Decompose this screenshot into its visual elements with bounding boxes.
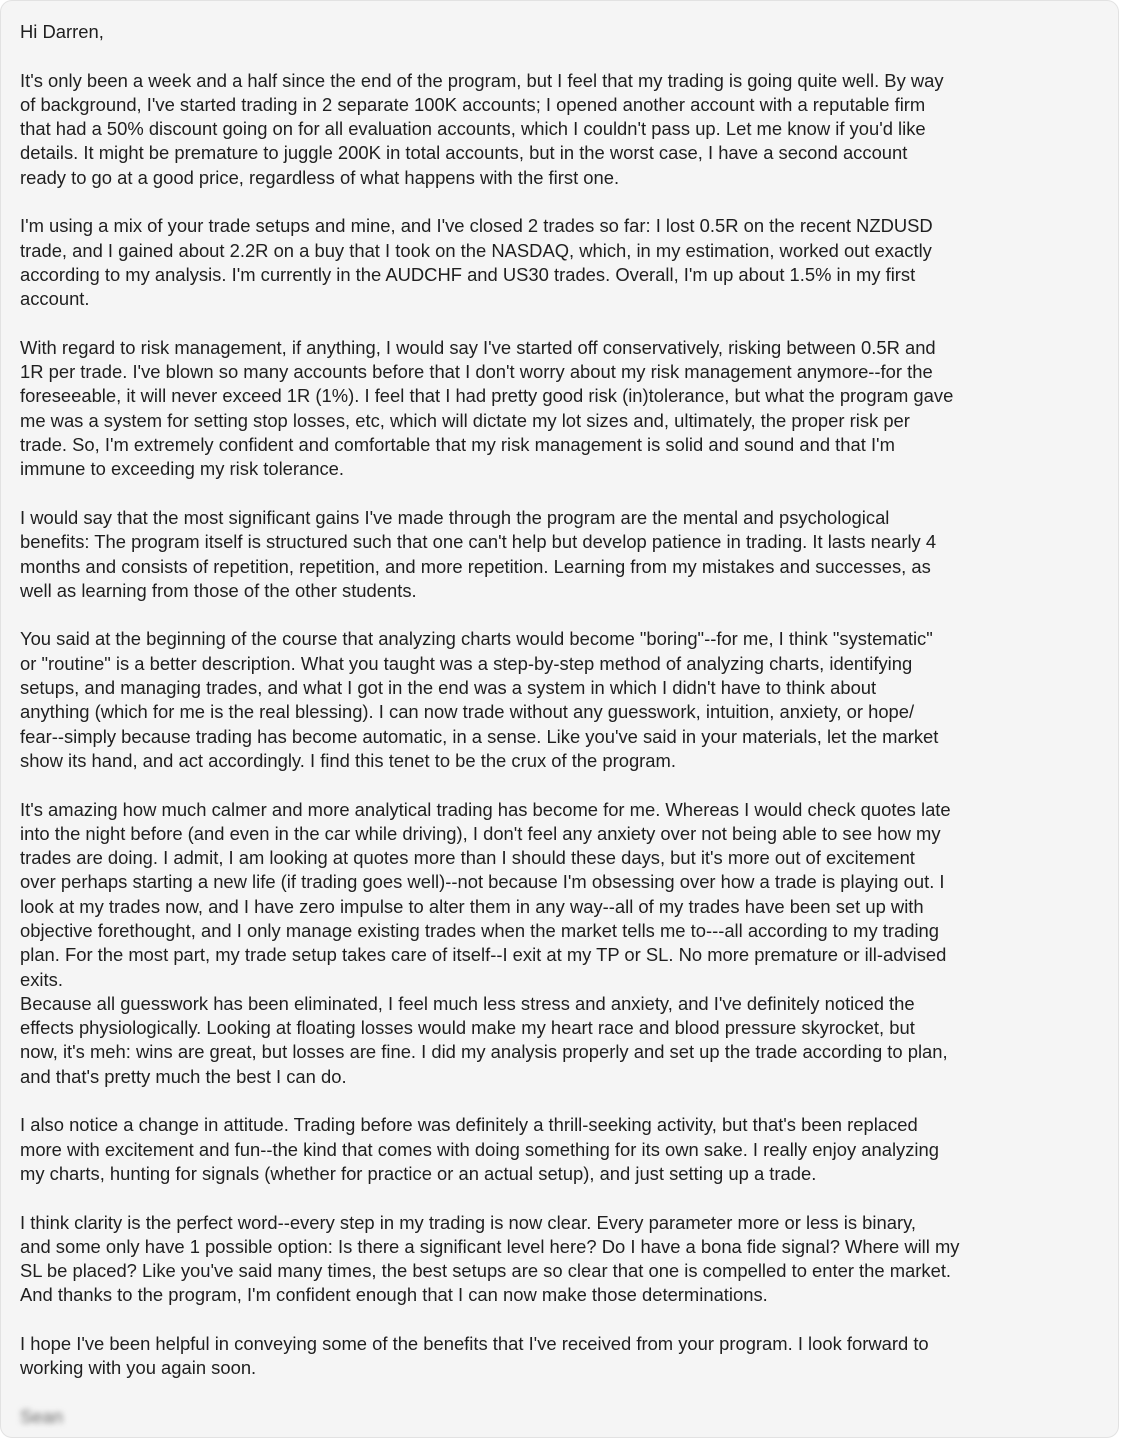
text-line: I think clarity is the perfect word--every step in my trading is now clear. Every parameter more or less is binary, <box>20 1211 917 1233</box>
text-line: I hope I've been helpful in conveying some of the benefits that I've received from your program. I look forward to <box>20 1333 929 1355</box>
text-line: over perhaps starting a new life (if trading goes well)--not because I'm obsessing over how a trade is playing out. I <box>20 871 945 893</box>
text-line: objective forethought, and I only manage existing trades when the market tells me to---all according to my trading <box>20 919 939 941</box>
text-line: me was a system for setting stop losses, etc, which will dictate my lot sizes and, ultimately, the proper risk per <box>20 409 910 431</box>
text-line: immune to exceeding my risk tolerance. <box>20 458 345 480</box>
text-line: I'm using a mix of your trade setups and mine, and I've closed 2 trades so far: I lost 0.5R on the recent NZDUSD <box>20 215 933 237</box>
paragraph <box>20 1113 1108 1186</box>
text-line: benefits: The program itself is structured such that one can't help but develop patience in trading. It lasts nearly 4 <box>20 531 937 553</box>
text-line: trade, and I gained about 2.2R on a buy that I took on the NASDAQ, which, in my estimation, worked out exactly <box>20 239 932 261</box>
text-line: more with excitement and fun--the kind that comes with doing something for its own sake. I really enjoy analyzing <box>20 1138 939 1160</box>
text-line: You said at the beginning of the course that analyzing charts would become "boring"--for me, I think "systematic" <box>20 628 933 650</box>
text-line: SL be placed? Like you've said many times, the best setups are so clear that one is compelled to enter the market. <box>20 1260 952 1282</box>
paragraph <box>20 627 1108 773</box>
paragraph <box>20 69 1108 190</box>
text-line: setups, and managing trades, and what I got in the end was a system in which I didn't have to think about <box>20 677 877 699</box>
text-line: I also notice a change in attitude. Trading before was definitely a thrill-seeking activity, but that's been replaced <box>20 1114 918 1136</box>
text-line: and that's pretty much the best I can do. <box>20 1065 347 1087</box>
text-line: of background, I've started trading in 2 separate 100K accounts; I opened another account with a reputable firm <box>20 93 926 115</box>
text-line: well as learning from those of the other students. <box>20 579 417 601</box>
paragraph <box>20 506 1108 603</box>
text-line: exits. <box>20 968 63 990</box>
text-line: effects physiologically. Looking at floating losses would make my heart race and blood pressure skyrocket, but <box>20 1017 915 1039</box>
email-body <box>20 20 1108 1429</box>
paragraph <box>20 1211 1108 1308</box>
text-line: It's amazing how much calmer and more analytical trading has become for me. Whereas I would check quotes late <box>20 798 951 820</box>
paragraph <box>20 336 1108 482</box>
text-line: or "routine" is a better description. What you taught was a step-by-step method of analyzing charts, identifying <box>20 652 913 674</box>
text-line: look at my trades now, and I have zero impulse to alter them in any way--all of my trades have been set up with <box>20 895 924 917</box>
text-line: account. <box>20 288 90 310</box>
text-line: It's only been a week and a half since the end of the program, but I feel that my trading is going quite well. By way <box>20 69 944 91</box>
paragraph <box>20 1332 1108 1381</box>
paragraph <box>20 214 1108 311</box>
text-line: And thanks to the program, I'm confident enough that I can now make those determinations. <box>20 1284 768 1306</box>
text-line: show its hand, and act accordingly. I find this tenet to be the crux of the program. <box>20 749 676 771</box>
text-line: working with you again soon. <box>20 1357 257 1379</box>
text-line: ready to go at a good price, regardless of what happens with the first one. <box>20 166 620 188</box>
signature-blurred: Sean <box>20 1405 63 1427</box>
text-line: that had a 50% discount going on for all evaluation accounts, which I couldn't pass up. Let me know if you'd like <box>20 118 926 140</box>
text-line: and some only have 1 possible option: Is there a significant level here? Do I have a bona fide signal? Where will my <box>20 1235 960 1257</box>
text-line: With regard to risk management, if anything, I would say I've started off conservatively, risking between 0.5R and <box>20 336 936 358</box>
text-line: into the night before (and even in the car while driving), I don't feel any anxiety over not being able to see how my <box>20 822 941 844</box>
text-line: trades are doing. I admit, I am looking at quotes more than I should these days, but it's more out of excitement <box>20 847 915 869</box>
text-line: fear--simply because trading has become automatic, in a sense. Like you've said in your materials, let the market <box>20 725 939 747</box>
greeting: Hi Darren, <box>20 21 104 42</box>
text-line: Because all guesswork has been eliminated, I feel much less stress and anxiety, and I've definitely noticed the <box>20 992 915 1014</box>
text-line: I would say that the most significant gains I've made through the program are the mental and psychological <box>20 506 890 528</box>
text-line: foreseeable, it will never exceed 1R (1%). I feel that I had pretty good risk (in)tolerance, but what the program gave <box>20 385 954 407</box>
text-line: 1R per trade. I've blown so many accounts before that I don't worry about my risk management anymore--for the <box>20 361 933 383</box>
paragraph <box>20 798 1108 1090</box>
text-line: now, it's meh: wins are great, but losses are fine. I did my analysis properly and set up the trade according to plan, <box>20 1041 948 1063</box>
text-line: plan. For the most part, my trade setup takes care of itself--I exit at my TP or SL. No more premature or ill-advised <box>20 944 947 966</box>
text-line: details. It might be premature to juggle 200K in total accounts, but in the worst case, I have a second account <box>20 142 908 164</box>
text-line: months and consists of repetition, repetition, and more repetition. Learning from my mistakes and successes, as <box>20 555 931 577</box>
text-line: anything (which for me is the real blessing). I can now trade without any guesswork, intuition, anxiety, or hope/ <box>20 701 915 723</box>
text-line: trade. So, I'm extremely confident and comfortable that my risk management is solid and sound and that I'm <box>20 434 895 456</box>
paragraphs <box>20 69 1108 1381</box>
text-line: according to my analysis. I'm currently in the AUDCHF and US30 trades. Overall, I'm up about 1.5% in my first <box>20 263 916 285</box>
text-line: my charts, hunting for signals (whether for practice or an actual setup), and just setting up a trade. <box>20 1162 817 1184</box>
